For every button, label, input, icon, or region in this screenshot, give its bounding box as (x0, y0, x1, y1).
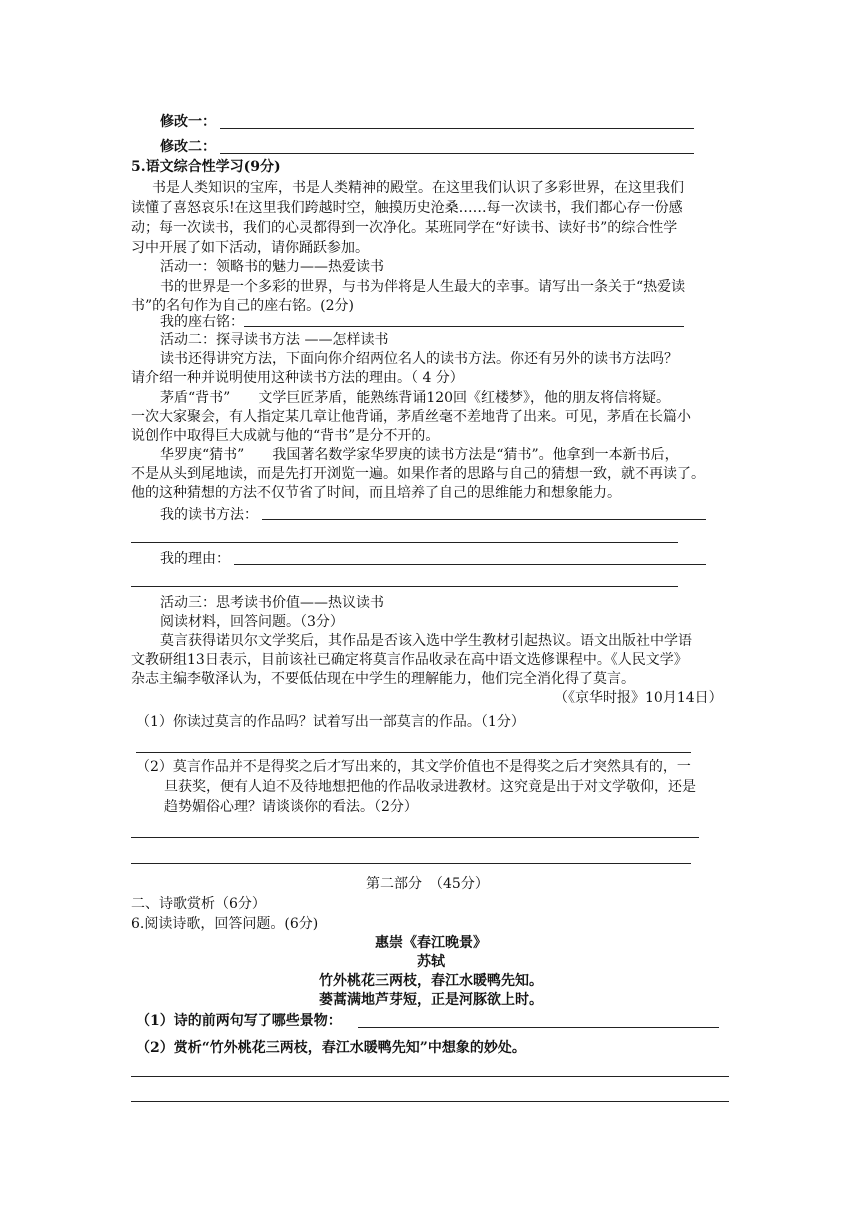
revision-label-1: 修改一： (160, 114, 216, 130)
poem-line-2: 蒌蒿满地芦芽短，正是河豚欲上时。 (319, 992, 543, 1008)
method-answer-line-2[interactable] (131, 542, 678, 543)
q6-sub-question-1: （1）诗的前两句写了哪些景物： (136, 1013, 342, 1029)
q6-sub2-answer-line-2[interactable] (131, 1101, 729, 1102)
poem-line-1: 竹外桃花三两枝，春江水暖鸭先知。 (319, 973, 543, 989)
motto-label: 我的座右铭： (160, 314, 244, 330)
q5-intro-line: 书是人类知识的宝库，书是人类精神的殿堂。在这里我们认识了多彩世界，在这里我们 (152, 180, 684, 196)
q5-intro-line: 读懂了喜怒哀乐!在这里我们跨越时空，触摸历史沧桑……每一次读书，我们都心存一份感 (131, 200, 683, 216)
part2-title: 第二部分 （45分） (366, 876, 489, 892)
material-line: 文教研组13日表示，目前该社已确定将莫言作品收录在高中语文选修课程中。《人民文学》 (131, 652, 688, 668)
activity3-question-1: （1）你读过莫言的作品吗？试着写出一部莫言的作品。（1分） (136, 714, 525, 730)
poem-author: 苏轼 (417, 954, 445, 970)
hualuogeng-line: 华罗庚“猜书” 我国著名数学家华罗庚的读书方法是“猜书”。他拿到一本新书后， (160, 447, 679, 463)
q2-answer-line-2[interactable] (131, 863, 691, 864)
maodun-line: 说创作中取得巨大成就与他的“背书”是分不开的。 (131, 428, 440, 444)
revision-label-2: 修改二： (160, 139, 216, 155)
material-source: （《京华时报》10月14日） (554, 690, 723, 706)
activity2-text-line: 请介绍一种并说明使用这种读书方法的理由。（ 4 分） (131, 370, 464, 386)
activity1-title: 活动一：领略书的魅力——热爱读书 (160, 259, 384, 275)
revision-answer-line-2[interactable] (220, 153, 694, 154)
poetry-section-heading: 二、诗歌赏析（6分） (131, 896, 266, 912)
maodun-line: 茅盾“背书” 文学巨匠茅盾，能熟练背诵120回《红楼梦》，他的朋友将信将疑。 (160, 390, 671, 406)
q6-sub1-answer-line[interactable] (358, 1027, 719, 1028)
q5-heading: 5.语文综合性学习(9分) (131, 159, 281, 175)
activity3-question-2-line: （2）莫言作品并不是得奖之后才写出来的，其文学价值也不是得奖之后才突然具有的，一 (136, 759, 691, 775)
hualuogeng-line: 不是从头到尾地读，而是先打开浏览一遍。如果作者的思路与自己的猜想一致，就不再读了。 (131, 466, 705, 482)
reason-answer-line-2[interactable] (131, 586, 678, 587)
hualuogeng-line: 他的这种猜想的方法不仅节省了时间，而且培养了自己的思维能力和想象能力。 (131, 485, 621, 501)
q5-intro-line: 习中开展了如下活动，请你踊跃参加。 (131, 240, 369, 256)
activity3-title: 活动三：思考读书价值——热议读书 (160, 595, 384, 611)
activity3-prompt: 阅读材料，回答问题。（3分） (160, 614, 344, 630)
activity1-text-line: 书”的名句作为自己的座右铭。(2分) (131, 298, 354, 314)
reason-answer-line[interactable] (234, 564, 706, 565)
activity3-question-2-line: 趋势媚俗心理？请谈谈你的看法。（2分） (164, 799, 418, 815)
q1-answer-line[interactable] (136, 752, 691, 753)
method-label: 我的读书方法： (160, 507, 258, 523)
material-line: 莫言获得诺贝尔文学奖后，其作品是否该入选中学生教材引起热议。语文出版社中学语 (160, 633, 692, 649)
activity2-text-line: 读书还得讲究方法，下面向你介绍两位名人的读书方法。你还有另外的读书方法吗？ (160, 351, 678, 367)
q5-intro-line: 动；每一次读书，我们的心灵都得到一次净化。某班同学在“好读书、读好书”的综合性学 (131, 220, 678, 236)
material-line: 杂志主编李敬泽认为，不要低估现在中学生的理解能力，他们完全消化得了莫言。 (131, 671, 635, 687)
revision-answer-line-1[interactable] (220, 128, 694, 129)
activity2-title: 活动二：探寻读书方法 ——怎样读书 (160, 332, 389, 348)
activity3-question-2-line: 旦获奖，便有人迫不及待地想把他的作品收录进教材。这究竟是出于对文学敬仰，还是 (164, 779, 696, 795)
reason-label: 我的理由： (160, 551, 230, 567)
motto-answer-line[interactable] (244, 326, 684, 327)
q6-heading: 6.阅读诗歌，回答问题。(6分) (131, 916, 319, 932)
q6-sub-question-2: （2）赏析“竹外桃花三两枝，春江水暖鸭先知”中想象的妙处。 (136, 1040, 526, 1056)
q2-answer-line-1[interactable] (131, 837, 699, 838)
maodun-line: 一次大家聚会，有人指定某几章让他背诵，茅盾丝毫不差地背了出来。可见，茅盾在长篇小 (131, 409, 691, 425)
method-answer-line[interactable] (262, 519, 706, 520)
poem-title: 惠崇《春江晚景》 (375, 935, 487, 951)
activity1-text-line: 书的世界是一个多彩的世界，与书为伴将是人生最大的幸事。请写出一条关于“热爱读 (160, 279, 686, 295)
q6-sub2-answer-line-1[interactable] (131, 1076, 729, 1077)
